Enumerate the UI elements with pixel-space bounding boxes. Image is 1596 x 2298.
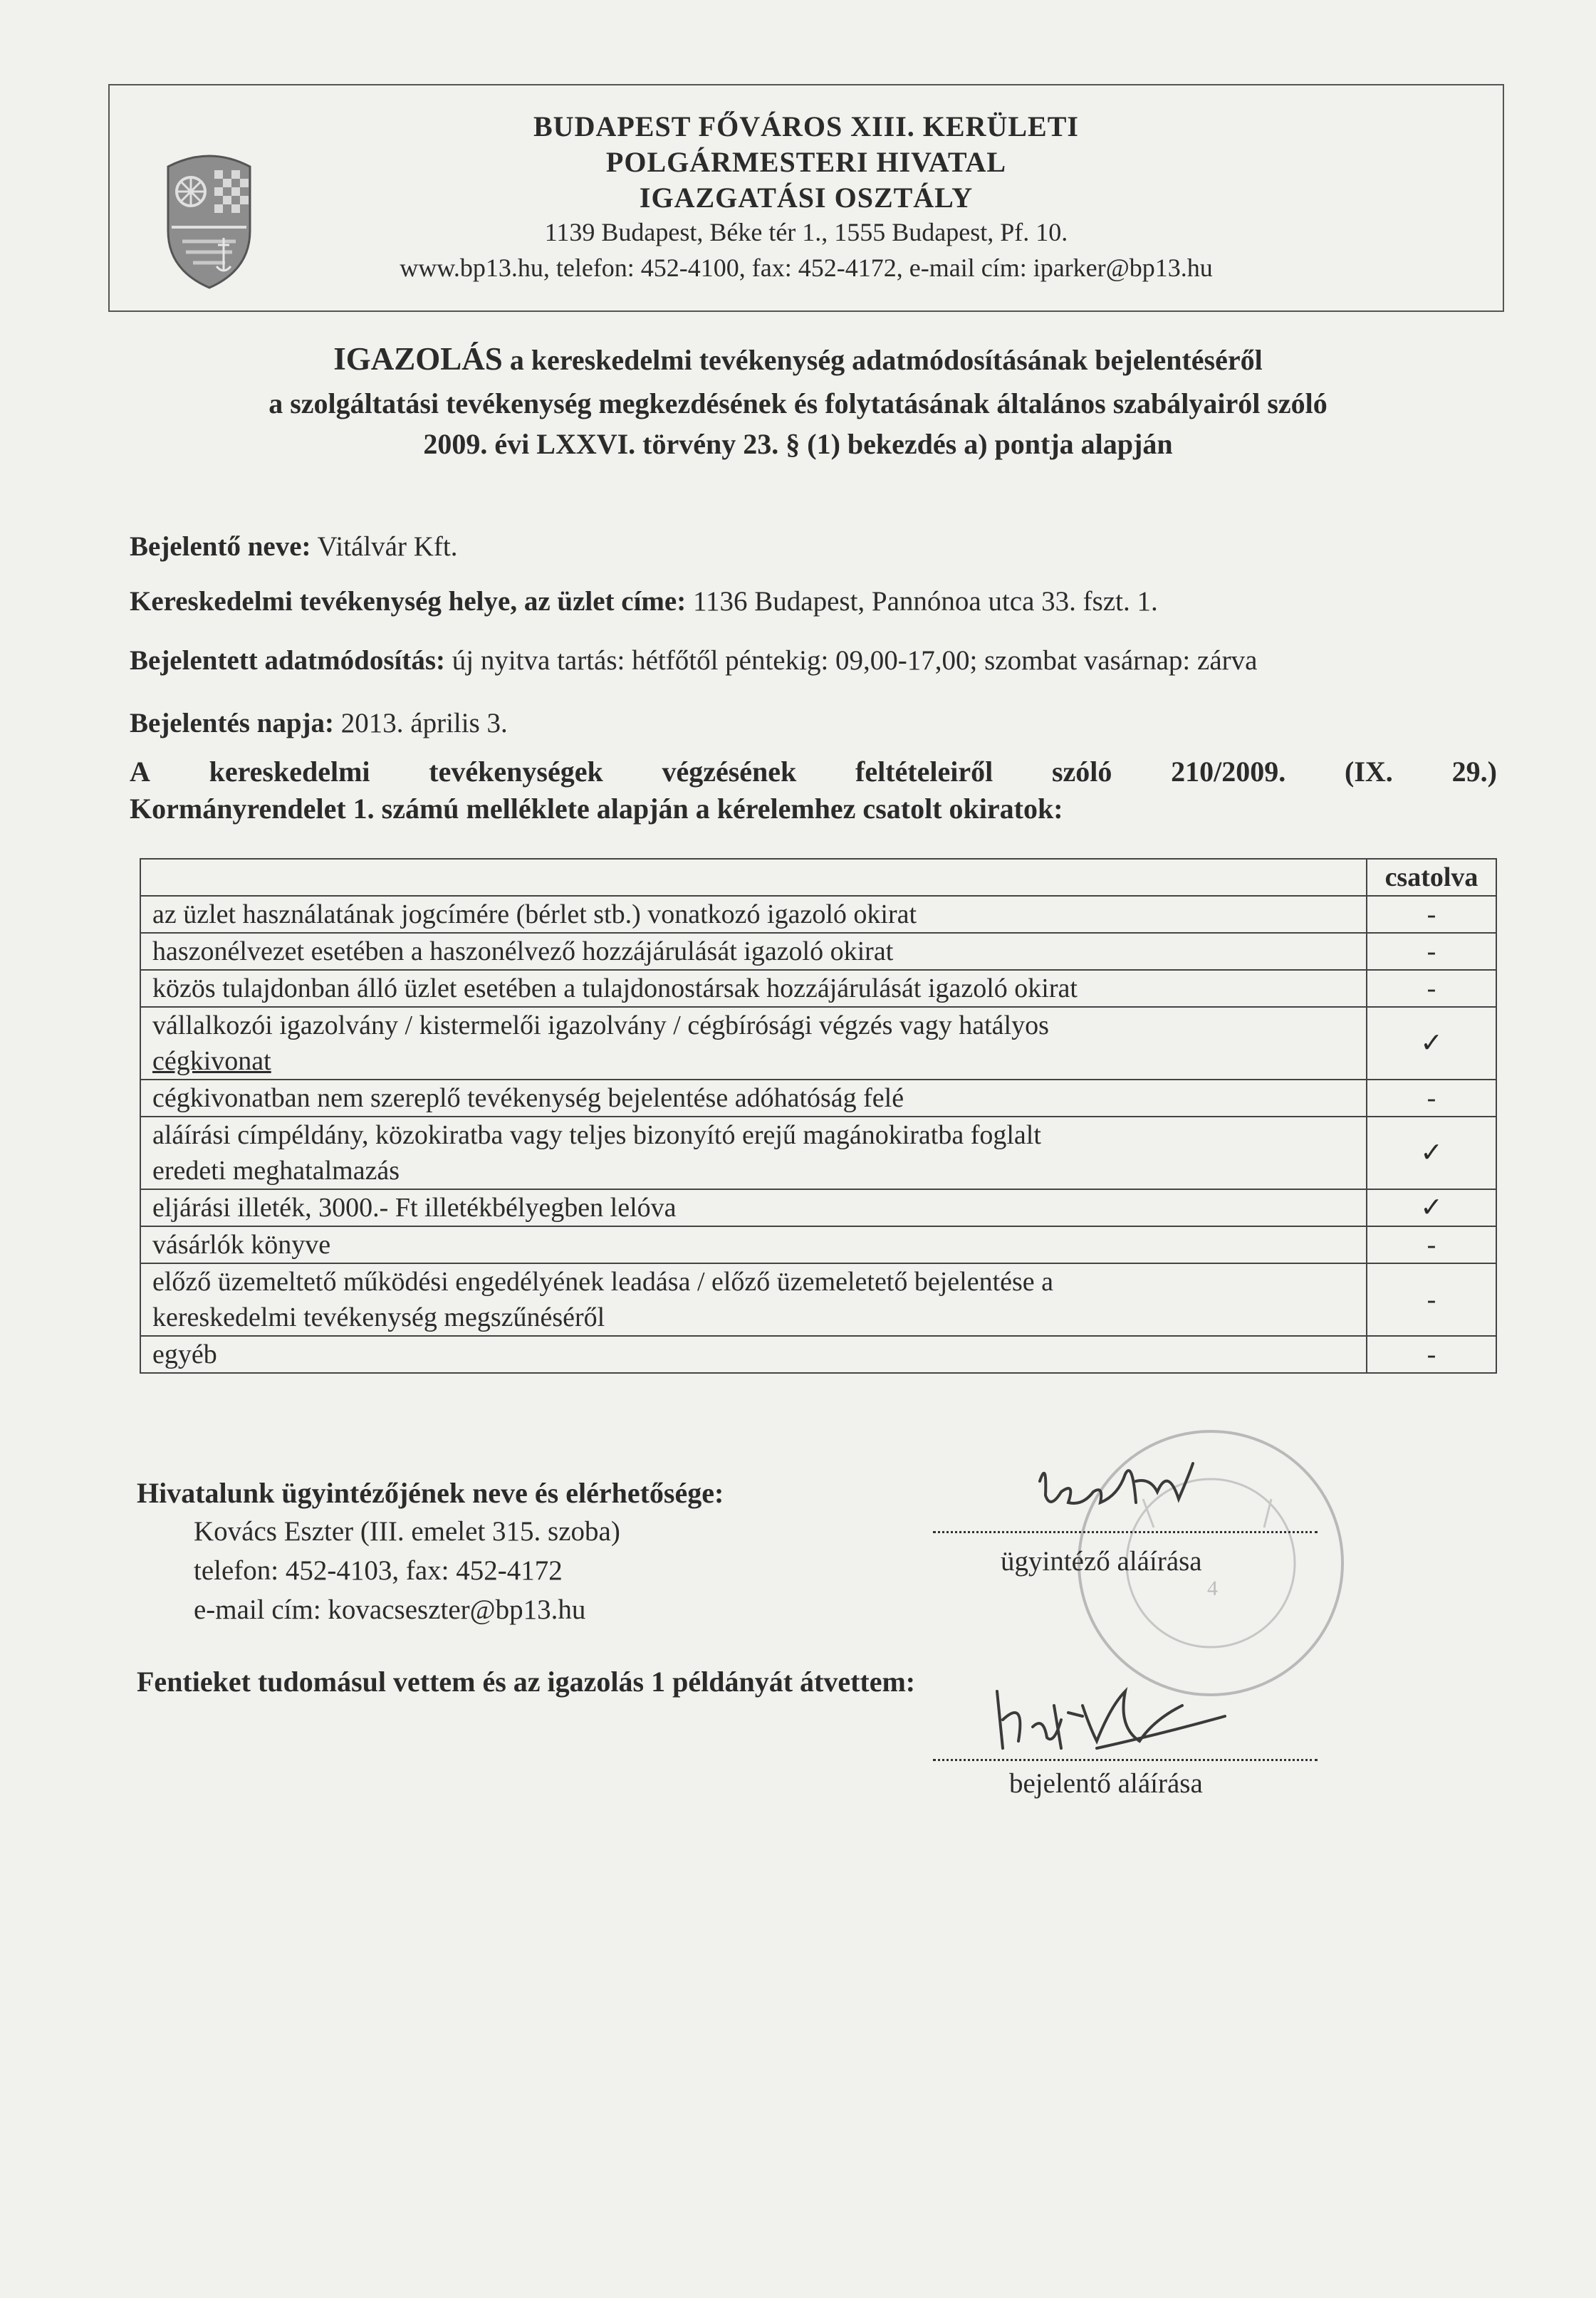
table-row [140, 933, 1496, 970]
row-text: cégkivonatban nem szereplő tevékenység bejelentése adóhatóság felé [140, 1080, 1367, 1117]
officer-phone: telefon: 452-4103, fax: 452-4172 [194, 1555, 563, 1586]
row-text: vásárlók könyve [140, 1226, 1367, 1263]
field-date [130, 707, 508, 739]
header-line-3: IGAZGATÁSI OSZTÁLY [639, 182, 974, 214]
row-text: vállalkozói igazolvány / kistermelői igazolvány / cégbírósági végzés vagy hatályos cégkivonat [140, 1007, 1367, 1080]
row-mark: - [1367, 1080, 1496, 1117]
attachments-table [140, 858, 1497, 1374]
row-mark: - [1367, 933, 1496, 970]
header-address: 1139 Budapest, Béke tér 1., 1555 Budapest, Pf. 10. [544, 218, 1068, 246]
officer-heading: Hivatalunk ügyintézőjének neve és elérhetősége: [137, 1477, 724, 1509]
row-text: közös tulajdonban álló üzlet esetében a tulajdonostársak hozzájárulását igazoló okirat [140, 970, 1367, 1007]
row-mark: - [1367, 1263, 1496, 1336]
decree-line-2: Kormányrendelet 1. számú melléklete alapján a kérelemhez csatolt okiratok: [130, 793, 1063, 825]
title-line-3: 2009. évi LXXVI. törvény 23. § (1) bekezdés a) pontja alapján [423, 428, 1173, 460]
applicant-signature-line [933, 1759, 1318, 1761]
field-value: 2013. április 3. [340, 708, 508, 738]
officer-name: Kovács Eszter (III. emelet 315. szoba) [194, 1516, 620, 1547]
stamp-number: 4 [1207, 1577, 1218, 1600]
table-row [140, 970, 1496, 1007]
row-text: egyéb [140, 1336, 1367, 1373]
officer-signature-line [933, 1531, 1318, 1533]
row-mark: ✓ [1367, 1007, 1496, 1080]
row-text: eljárási illeték, 3000.- Ft illetékbélyegben lelóva [140, 1189, 1367, 1226]
field-modification [130, 644, 1257, 677]
header-line-2: POLGÁRMESTERI HIVATAL [605, 146, 1007, 178]
table-header-row [140, 859, 1496, 896]
table-header-attached: csatolva [1367, 859, 1496, 896]
field-label: Bejelentő neve: [130, 531, 311, 562]
table-row [140, 1189, 1496, 1226]
field-value: új nyitva tartás: hétfőtől péntekig: 09,00-17,00; szombat vasárnap: zárva [452, 645, 1258, 676]
row-text: haszonélvezet esetében a haszonélvező hozzájárulását igazoló okirat [140, 933, 1367, 970]
row-mark: - [1367, 1226, 1496, 1263]
row-mark: ✓ [1367, 1189, 1496, 1226]
row-mark: - [1367, 896, 1496, 933]
field-value: 1136 Budapest, Pannónoa utca 33. fszt. 1. [692, 586, 1158, 617]
applicant-signature [976, 1677, 1275, 1762]
row-mark: - [1367, 1336, 1496, 1373]
table-row [140, 1263, 1496, 1336]
title-line-2: a szolgáltatási tevékenység megkezdésének és folytatásának általános szabályairól szóló [268, 387, 1328, 419]
row-mark: - [1367, 970, 1496, 1007]
row-text: előző üzemeltető működési engedélyének leadása / előző üzemeletető bejelentése a kereskedelmi tevékenység megszűnéséről [140, 1263, 1367, 1336]
title-line-1-rest: a kereskedelmi tevékenység adatmódosításának bejelentéséről [509, 344, 1263, 376]
title-lead: IGAZOLÁS [333, 341, 503, 377]
field-applicant [130, 531, 457, 563]
applicant-signature-label: bejelentő aláírása [1009, 1768, 1203, 1799]
field-label: Kereskedelmi tevékenység helye, az üzlet címe: [130, 586, 687, 617]
title-line-1 [0, 340, 1596, 377]
officer-signature [1026, 1453, 1268, 1531]
row-text: az üzlet használatának jogcímére (bérlet stb.) vonatkozó igazoló okirat [140, 896, 1367, 933]
field-location [130, 585, 1158, 617]
officer-signature-label: ügyintéző aláírása [1001, 1546, 1202, 1577]
field-label: Bejelentés napja: [130, 708, 335, 738]
header-contact: www.bp13.hu, telefon: 452-4100, fax: 452-4172, e-mail cím: iparker@bp13.hu [400, 254, 1213, 282]
row-text: aláírási címpéldány, közokiratba vagy teljes bizonyító erejű magánokiratba foglalt eredeti meghatalmazás [140, 1117, 1367, 1189]
row-mark: ✓ [1367, 1117, 1496, 1189]
table-row [140, 896, 1496, 933]
table-row [140, 1007, 1496, 1080]
table-header-empty [140, 859, 1367, 896]
decree-line-1: A kereskedelmi tevékenységek végzésének feltételeiről szóló 210/2009. (IX. 29.) [130, 756, 1497, 788]
field-label: Bejelentett adatmódosítás: [130, 645, 445, 676]
officer-email: e-mail cím: kovacseszter@bp13.hu [194, 1594, 586, 1625]
table-row [140, 1117, 1496, 1189]
acknowledgement-text: Fentieket tudomásul vettem és az igazolás 1 példányát átvettem: [137, 1666, 916, 1698]
table-row [140, 1336, 1496, 1373]
table-row [140, 1226, 1496, 1263]
table-row [140, 1080, 1496, 1117]
field-value: Vitálvár Kft. [317, 531, 458, 562]
letterhead-box [108, 84, 1504, 312]
header-line-1: BUDAPEST FŐVÁROS XIII. KERÜLETI [533, 110, 1079, 142]
